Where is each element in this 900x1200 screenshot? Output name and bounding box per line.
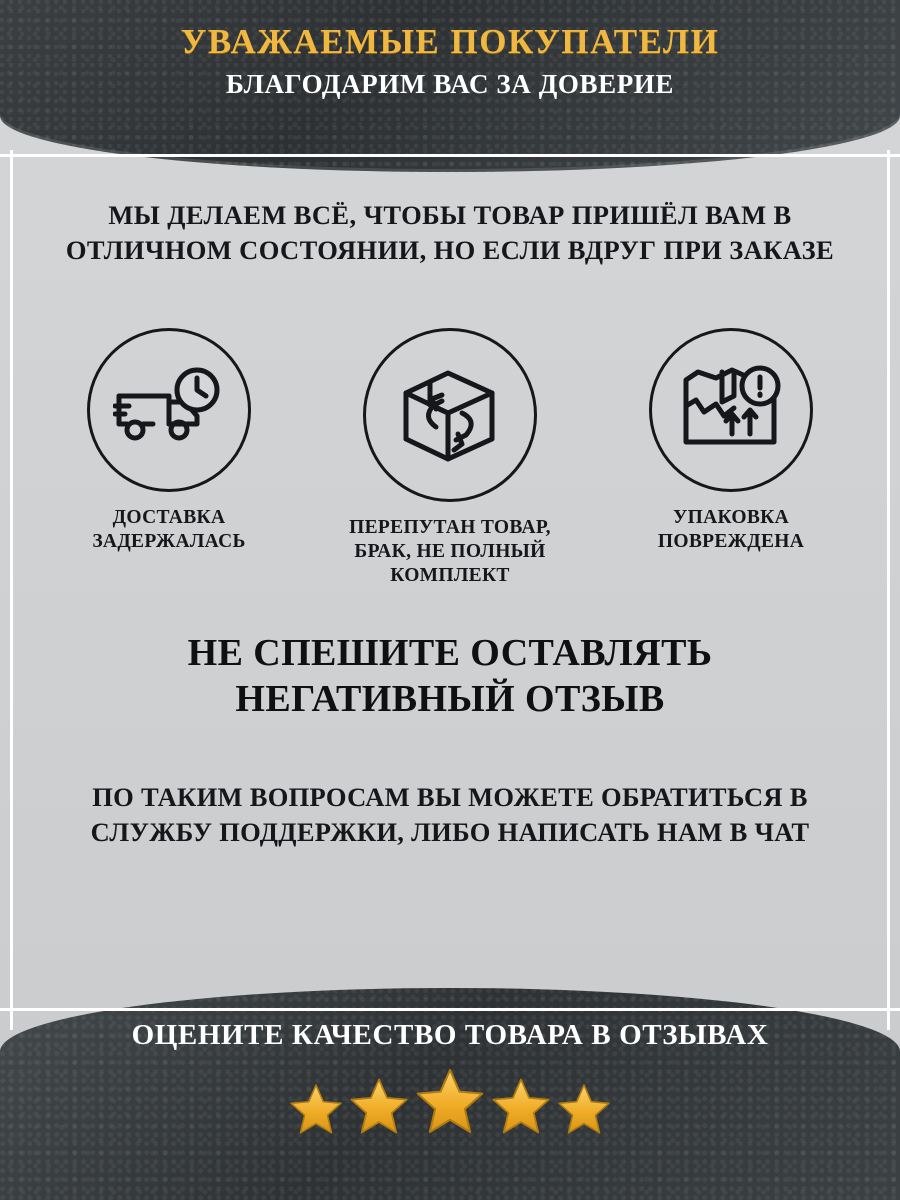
frame-line-left bbox=[10, 150, 13, 1030]
damaged-package-icon bbox=[649, 328, 813, 492]
problem-item-delivery bbox=[40, 328, 298, 554]
footer-title: ОЦЕНИТЕ КАЧЕСТВО ТОВАРА В ОТЗЫВАХ bbox=[131, 1019, 769, 1051]
star-rating[interactable] bbox=[0, 1067, 900, 1140]
star-icon[interactable] bbox=[491, 1077, 551, 1140]
star-icon[interactable] bbox=[289, 1083, 343, 1140]
support-text: ПО ТАКИМ ВОПРОСАМ ВЫ МОЖЕТЕ ОБРАТИТЬСЯ В СЛУЖБУ ПОДДЕРЖКИ, ЛИБО НАПИСАТЬ НАМ В ЧАТ bbox=[90, 782, 810, 848]
star-icon[interactable] bbox=[349, 1077, 409, 1140]
header-content bbox=[0, 0, 900, 101]
problem-item-damaged-package bbox=[602, 328, 860, 554]
frame-line-right bbox=[887, 150, 890, 1030]
footer-panel bbox=[0, 988, 900, 1200]
headline-text: НЕ СПЕШИТЕ ОСТАВЛЯТЬ НЕГАТИВНЫЙ ОТЗЫВ bbox=[187, 632, 713, 721]
problem-caption: ПЕРЕПУТАН ТОВАР, БРАК, НЕ ПОЛНЫЙ КОМПЛЕКТ bbox=[349, 517, 551, 586]
footer-content bbox=[0, 988, 900, 1140]
delivery-truck-clock-icon bbox=[87, 328, 251, 492]
intro-text: МЫ ДЕЛАЕМ ВСЁ, ЧТОБЫ ТОВАР ПРИШЁЛ ВАМ В ОТЛИЧНОМ СОСТОЯНИИ, НО ЕСЛИ ВДРУГ ПРИ ЗАКАЗЕ bbox=[65, 200, 835, 265]
problem-caption: УПАКОВКА ПОВРЕЖДЕНА bbox=[657, 507, 805, 552]
problem-caption: ДОСТАВКА ЗАДЕРЖАЛАСЬ bbox=[92, 507, 246, 552]
problem-icons-row bbox=[40, 328, 860, 587]
star-icon[interactable] bbox=[415, 1067, 485, 1140]
problem-item-wrong-item bbox=[321, 328, 579, 587]
header-title: УВАЖАЕМЫЕ ПОКУПАТЕЛИ bbox=[180, 22, 720, 61]
header-panel bbox=[0, 0, 900, 172]
box-return-arrow-icon bbox=[363, 328, 537, 502]
star-icon[interactable] bbox=[557, 1083, 611, 1140]
header-subtitle: БЛАГОДАРИМ ВАС ЗА ДОВЕРИЕ bbox=[225, 69, 675, 99]
